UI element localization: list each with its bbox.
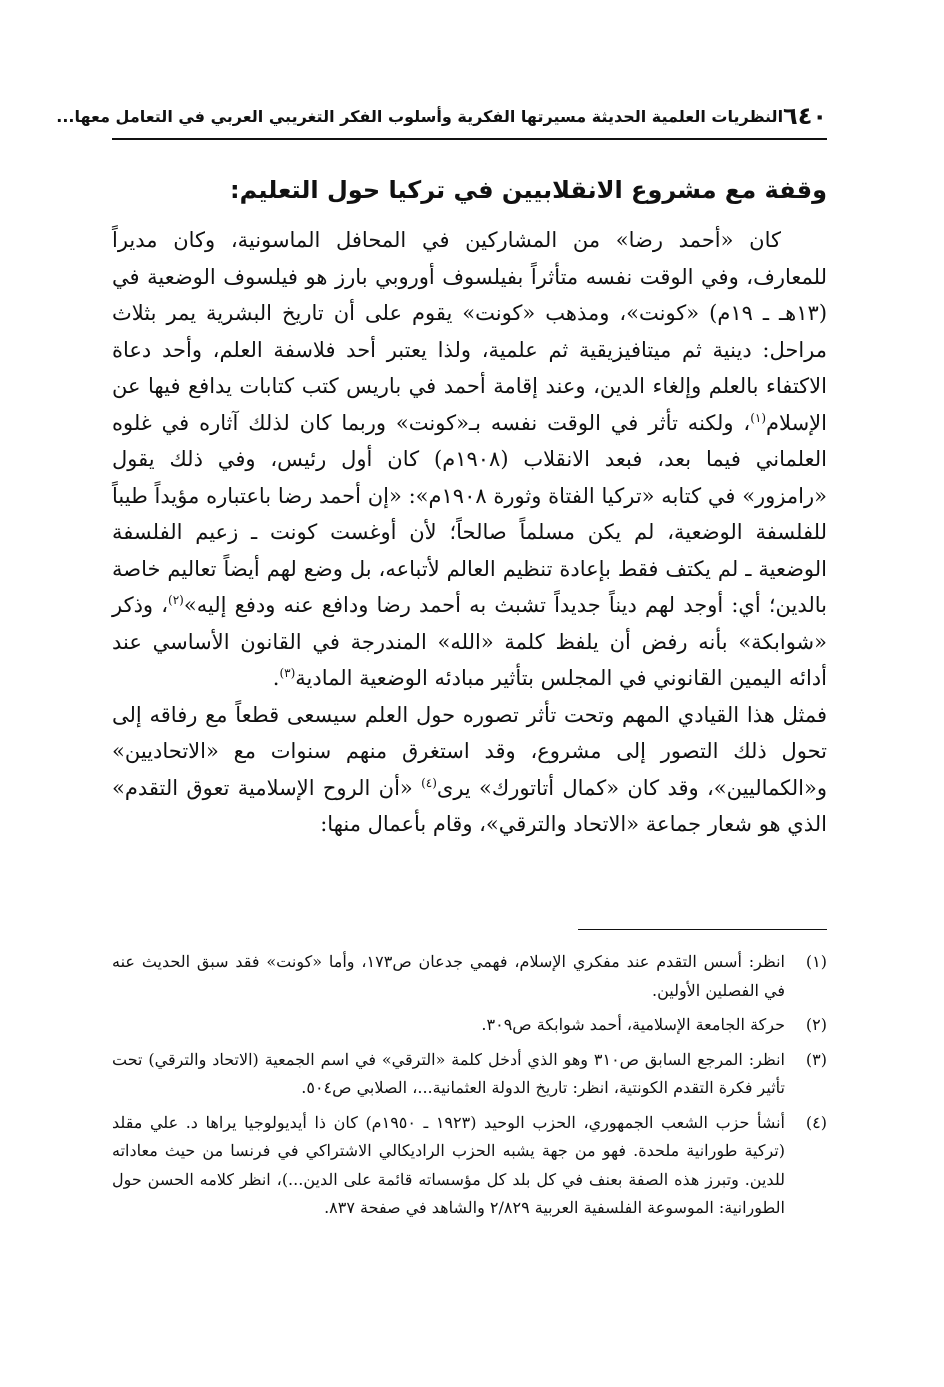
footnote-text: انظر: أسس التقدم عند مفكري الإسلام، فهمي جدعان ص١٧٣، وأما «كونت» فقد سبق الحديث عنه في الفصلين الأولين.	[112, 952, 785, 1000]
paragraph-1-part-a: كان «أحمد رضا» من المشاركين في المحافل الماسونية، وكان مديراً للمعارف، وفي الوقت نفسه متأثراً بفيلسوف أوروبي بارز هو فيلسوف الوضعية في (١٣هـ ـ ١٩م) «كونت»، ومذهب «كونت» يقوم على أن تاريخ البشرية يمر بثلاث مراحل: دينية ثم ميتافيزيقية ثم علمية، ولذا يعتبر أحد فلاسفة العلم، وأحد دعاة الاكتفاء بالعلم وإلغاء الدين، وعند إقامة أحمد في باريس كتب كتابات يدافع فيها عن الإسلام	[112, 228, 828, 435]
paragraph-2-part-a: فمثل هذا القيادي المهم وتحت تأثر تصوره حول العلم سيسعى قطعاً مع رفاقه إلى تحول ذلك التصور إلى مشروع، وقد استغرق منهم سنوات مع «الاتحاديين» و«الكماليين»، وقد كان «كمال أتاتورك» يرى	[112, 702, 827, 800]
footnote-2	[112, 1011, 827, 1040]
footnote-number: (١)	[805, 952, 827, 971]
paragraph-1	[112, 222, 827, 697]
paragraph-1-part-b: ، ولكنه تأثر في الوقت نفسه بـ«كونت» وربما كان لذلك آثاره في غلوه العلماني فيما بعد، فبعد الانقلاب (١٩٠٨م) كان أول رئيس، وفي ذلك يقول «رامزور» في كتابه «تركيا الفتاة وثورة ١٩٠٨م»: «إن أحمد رضا باعتباره مؤيداً طيباً للفلسفة الوضعية، لم يكن مسلماً صالحاً؛ لأن أوغست كونت ـ زعيم الفلسفة الوضعية ـ لم يكتف فقط بإعادة تنظيم العالم لأتباعه، بل وضع لهم أيضاً تعاليم خاصة بالدين؛ أي: أوجد لهم ديناً جديداً تشبث به أحمد رضا ودافع عنه ودفع إليه»	[112, 410, 828, 617]
header-rule	[112, 138, 827, 140]
paragraph-2-part-b: «أن الروح الإسلامية تعوق التقدم» الذي هو شعار جماعة «الاتحاد والترقي»، وقام بأعمال منها:	[112, 775, 827, 836]
section-title: وقفة مع مشروع الانقلابيين في تركيا حول التعليم:	[230, 176, 827, 204]
footnote-separator	[578, 929, 827, 930]
paragraph-1-part-c: ، وذكر «شوابكة» بأنه رفض أن يلفظ كلمة «الله» المندرجة في القانون الأساسي عند أدائه اليمين القانوني في المجلس بتأثير مبادئه الوضعية المادية	[112, 593, 827, 690]
footnote-text: انظر: المرجع السابق ص٣١٠ وهو الذي أدخل كلمة «الترقي» في اسم الجمعية (الاتحاد والترقي) تحت تأثير فكرة التقدم الكونتية، انظر: تاريخ الدولة العثمانية...، الصلابي ص٥٠٤.	[112, 1049, 786, 1097]
footnote-1	[112, 948, 827, 1005]
footnote-ref-4: (٤)	[421, 775, 437, 790]
footnote-text: حركة الجامعة الإسلامية، أحمد شوابكة ص٣٠٩.	[481, 1015, 785, 1034]
footnote-number: (٢)	[805, 1015, 827, 1034]
running-title: النظريات العلمية الحديثة مسيرتها الفكرية وأسلوب الفكر التغريبي العربي في التعامل معها...	[56, 106, 784, 126]
running-header	[56, 96, 827, 136]
footnote-number: (٤)	[805, 1112, 827, 1132]
paragraph-2	[112, 697, 827, 843]
footnote-ref-2: (٢)	[168, 593, 184, 607]
body-text	[112, 222, 827, 843]
paragraph-1-part-d: .	[272, 666, 280, 690]
footnote-ref-3: (٣)	[279, 666, 296, 680]
footnote-ref-1: (١)	[750, 410, 767, 425]
footnotes	[112, 948, 827, 1229]
footnote-3	[112, 1046, 827, 1103]
footnote-text: أنشأ حزب الشعب الجمهوري، الحزب الوحيد (١٩٢٣ ـ ١٩٥٠م) كان ذا أيديولوجيا يراها د. علي مقلد (تركية طورانية ملحدة. فهو من جهة يشبه الحزب الراديكالي الاشتراكي في فرنسا من حيث معاداته للدين. وتبرز هذه الصفة بعنف في كل بلد كل مؤسساته قائمة على الدين...)، انظر كلامه الحسن حول الطورانية: الموسوعة الفلسفية العربية ٢/٨٢٩ والشاهد في صفحة ٨٣٧.	[112, 1112, 785, 1217]
page-number: ٦٤٠	[783, 102, 827, 130]
footnote-number: (٣)	[805, 1049, 827, 1069]
footnote-4	[112, 1109, 827, 1223]
